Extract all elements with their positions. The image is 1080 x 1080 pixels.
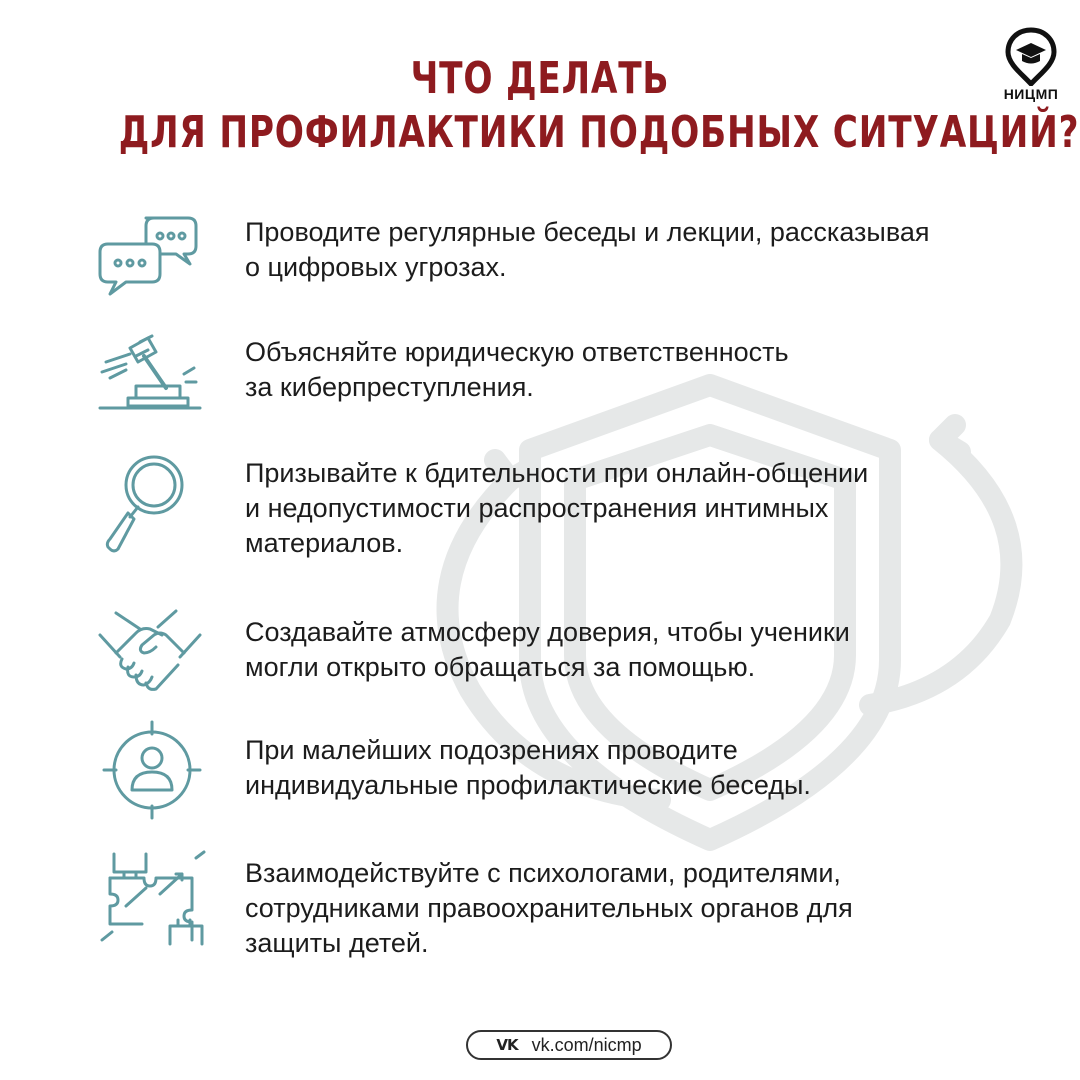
title-line-2: ДЛЯ ПРОФИЛАКТИКИ ПОДОБНЫХ СИТУАЦИЙ? xyxy=(118,107,1080,158)
chat-bubbles-icon xyxy=(96,210,206,310)
item-text: Создавайте атмосферу доверия, чтобы ученики могли открыто обращаться за помощью. xyxy=(245,617,850,682)
vk-link-text[interactable]: vk.com/nicmp xyxy=(531,1034,642,1055)
brand-logo xyxy=(996,26,1066,106)
vk-icon: VK xyxy=(496,1036,518,1054)
logo-text: НИЦМП xyxy=(1003,86,1059,102)
title-line-1: ЧТО ДЕЛАТЬ xyxy=(410,53,670,104)
item-text: При малейших подозрениях проводите индивидуальные профилактические беседы. xyxy=(245,735,811,800)
magnifier-icon xyxy=(96,453,206,553)
handshake-icon xyxy=(96,605,206,705)
item-text: Призывайте к бдительности при онлайн-общении и недопустимости распространения интимных материалов. xyxy=(245,458,869,558)
item-text: Объясняйте юридическую ответственность за киберпреступления. xyxy=(245,337,789,402)
item-text: Проводите регулярные беседы и лекции, рассказывая о цифровых угрозах. xyxy=(245,217,930,282)
vk-link[interactable] xyxy=(466,1030,672,1060)
item-text: Взаимодействуйте с психологами, родителями, сотрудниками правоохранительных органов для защиты детей. xyxy=(245,858,853,958)
puzzle-hands-icon xyxy=(96,848,206,948)
gavel-icon xyxy=(96,328,206,428)
person-target-icon xyxy=(96,720,206,820)
graduation-cap-pin-icon xyxy=(996,26,1066,86)
